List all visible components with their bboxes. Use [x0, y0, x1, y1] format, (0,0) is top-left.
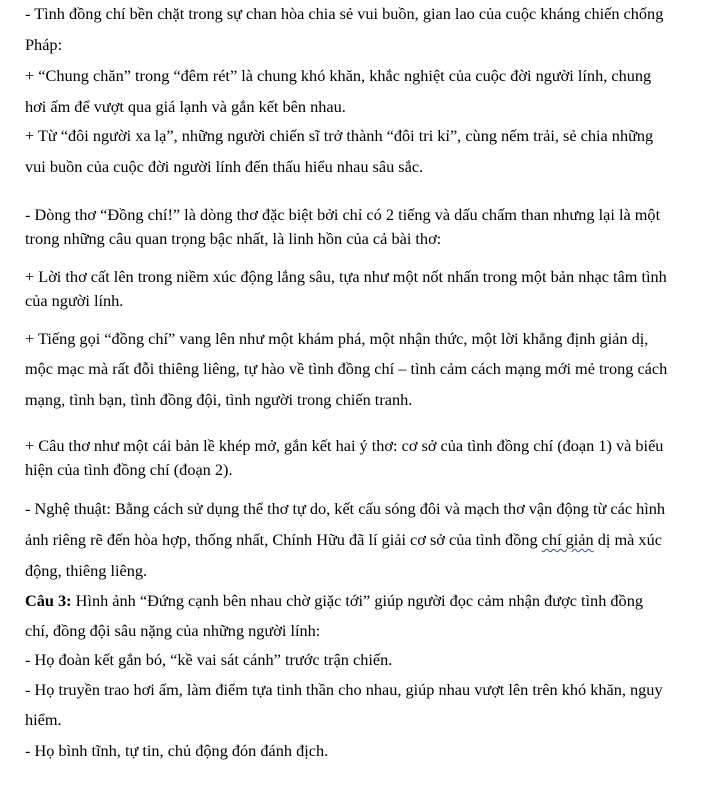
text-segment: ảnh riêng rẽ đến hòa hợp, thống nhất, Chính Hữu đã lí giải cơ sở của tình đồng: [25, 530, 542, 549]
text-line: + Từ “đôi người xa lạ”, những người chiến sĩ trở thành “đôi tri kỉ”, cùng nếm trải, sẻ chia những: [25, 126, 654, 145]
text-line: [25, 530, 662, 550]
text-line: [25, 591, 643, 611]
text-line: - Họ bình tĩnh, tự tin, chủ động đón đánh địch.: [25, 741, 329, 760]
text-line: - Nghệ thuật: Bằng cách sử dụng thể thơ tự do, kết cấu sóng đôi và mạch thơ vận động từ các hình: [25, 499, 666, 518]
text-line: mạng, tình bạn, tình đồng đội, tình người trong chiến tranh.: [25, 390, 413, 409]
text-line: của người lính.: [25, 291, 124, 310]
text-segment: dị mà xúc: [593, 530, 662, 549]
spelling-error-underline[interactable]: chí giản: [541, 530, 594, 549]
text-line: hiện của tình đồng chí (đoạn 2).: [25, 460, 233, 479]
text-line: - Tình đồng chí bền chặt trong sự chan hòa chia sẻ vui buồn, gian lao của cuộc kháng chiến chống: [25, 4, 664, 23]
text-line: mộc mạc mà rất đỗi thiêng liêng, tự hào về tình đồng chí – tình cảm cách mạng mới mẻ trong cách: [25, 359, 668, 378]
text-line: chí, đồng đội sâu nặng của những người lính:: [25, 621, 321, 640]
text-line: vui buồn của cuộc đời người lính đến thấu hiểu nhau sâu sắc.: [25, 157, 424, 176]
text-line: hơi ấm để vượt qua giá lạnh và gắn kết bên nhau.: [25, 97, 346, 116]
text-line: + Tiếng gọi “đồng chí” vang lên như một khám phá, một nhận thức, một lời khẳng định giản dị,: [25, 329, 649, 348]
text-line: - Dòng thơ “Đồng chí!” là dòng thơ đặc biệt bởi chỉ có 2 tiếng và dấu chấm than nhưng lại là một: [25, 205, 661, 224]
question-label: Câu 3:: [25, 591, 72, 610]
text-line: - Họ đoàn kết gắn bó, “kề vai sát cánh” trước trận chiến.: [25, 650, 393, 669]
text-line: Pháp:: [25, 35, 63, 54]
text-segment: Hình ảnh “Đứng cạnh bên nhau chờ giặc tới” giúp người đọc cảm nhận được tình đồng: [75, 591, 643, 610]
text-line: hiểm.: [25, 710, 62, 729]
text-line: động, thiêng liêng.: [25, 561, 148, 580]
text-line: + Lời thơ cất lên trong niềm xúc động lắng sâu, tựa như một nốt nhấn trong một bản nhạc tâm tình: [25, 267, 667, 286]
text-line: + Câu thơ như một cái bản lề khép mở, gắn kết hai ý thơ: cơ sở của tình đồng chí (đoạn 1) và biểu: [25, 436, 664, 455]
text-line: + “Chung chăn” trong “đêm rét” là chung khó khăn, khắc nghiệt của cuộc đời người lính, chung: [25, 66, 652, 85]
text-line: trong những câu quan trọng bậc nhất, là linh hồn của cả bài thơ:: [25, 229, 442, 248]
text-line: - Họ truyền trao hơi ấm, làm điểm tựa tinh thần cho nhau, giúp nhau vượt lên trên khó khăn, nguy: [25, 680, 663, 699]
